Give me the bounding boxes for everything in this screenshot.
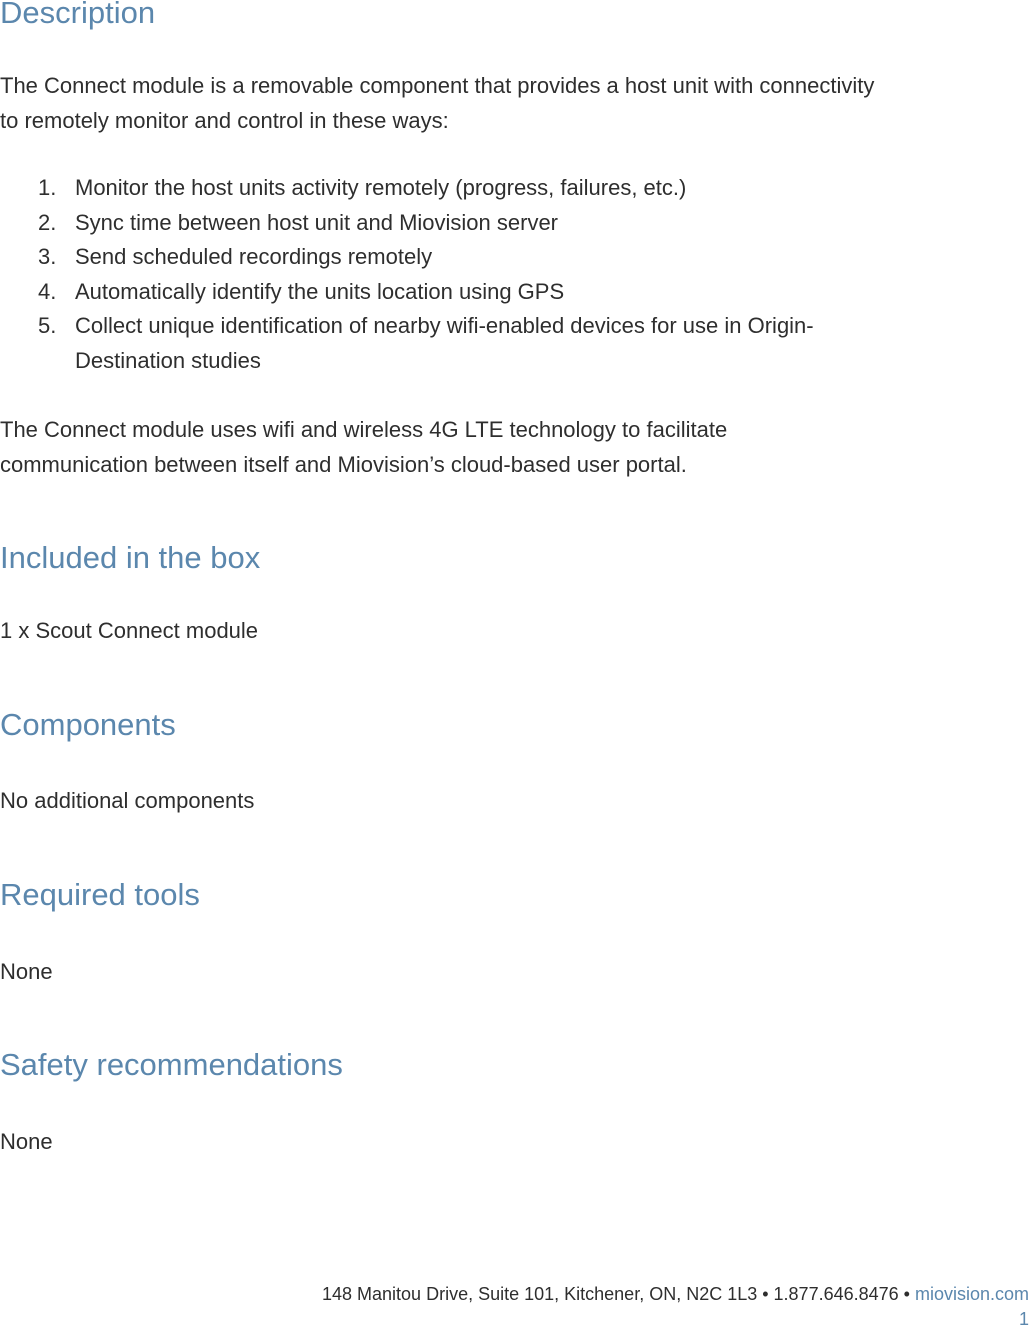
- list-item: [0, 240, 900, 275]
- included-body: 1 x Scout Connect module: [0, 618, 259, 643]
- list-item-number: 3.: [38, 244, 57, 269]
- page-number: 1: [1018, 1309, 1029, 1329]
- list-item-number: 5.: [38, 313, 57, 338]
- list-item: [0, 171, 900, 206]
- included-heading: Included in the box: [0, 540, 261, 575]
- list-item-text: Send scheduled recordings remotely: [75, 244, 433, 269]
- list-item-text: Collect unique identification of nearby wifi-enabled devices for use in Origin-Destination studies: [75, 313, 814, 373]
- tools-body: None: [0, 959, 53, 984]
- description-outro: The Connect module uses wifi and wireless 4G LTE technology to facilitate communication between itself and Miovision’s cloud-based user portal.: [0, 417, 728, 477]
- website-link[interactable]: miovision.com: [914, 1284, 1029, 1304]
- list-item: [0, 206, 900, 241]
- components-body: No additional components: [0, 788, 255, 813]
- list-item-text: Automatically identify the units location using GPS: [75, 278, 565, 304]
- footer-address: 148 Manitou Drive, Suite 101, Kitchener, ON, N2C 1L3 • 1.877.646.8476 •: [322, 1284, 915, 1304]
- list-item-number: 4.: [38, 278, 57, 304]
- description-heading: Description: [0, 0, 156, 30]
- list-item-number: 1.: [38, 175, 57, 200]
- capabilities-list: [0, 171, 900, 378]
- list-item-text: Monitor the host units activity remotely (progress, failures, etc.): [75, 175, 687, 200]
- description-intro: The Connect module is a removable component that provides a host unit with connectivity to remotely monitor and control in these ways:: [0, 73, 875, 133]
- tools-heading: Required tools: [0, 877, 200, 912]
- list-item-text: Sync time between host unit and Miovision server: [75, 209, 559, 235]
- list-item-number: 2.: [38, 209, 57, 235]
- footer-contact: [322, 1282, 1029, 1306]
- safety-heading: Safety recommendations: [0, 1047, 343, 1082]
- safety-body: None: [0, 1129, 53, 1154]
- components-heading: Components: [0, 707, 176, 742]
- list-item: [0, 275, 900, 310]
- list-item: [0, 309, 875, 378]
